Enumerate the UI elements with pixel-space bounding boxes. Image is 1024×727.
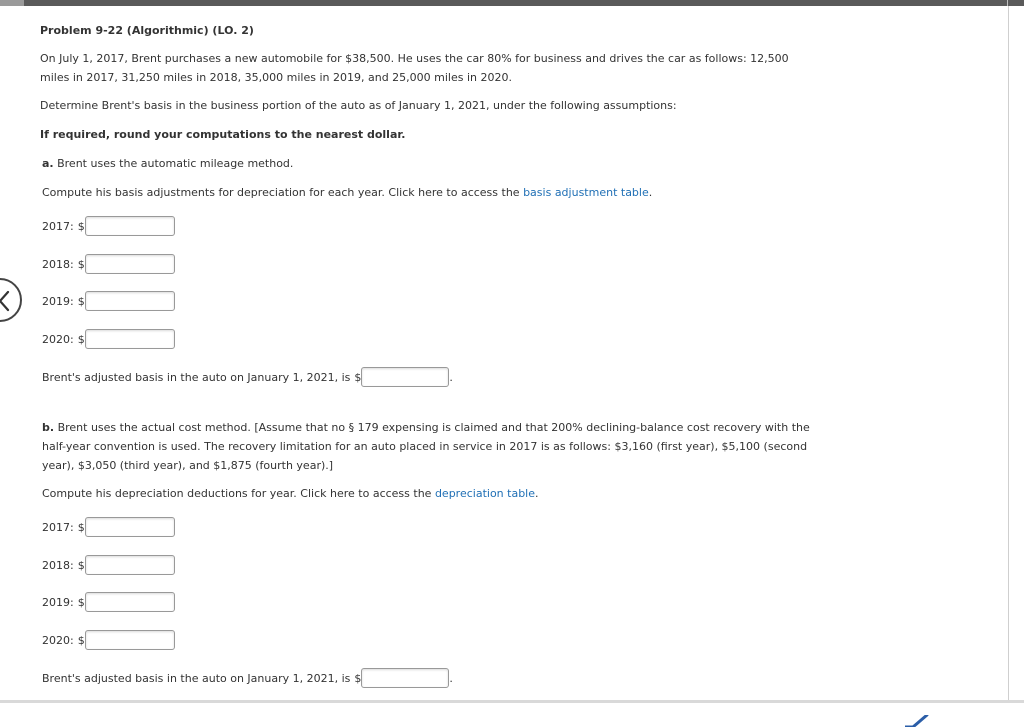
part-b-row-2018 bbox=[42, 554, 175, 576]
part-a-row-2018 bbox=[42, 253, 175, 275]
part-a-adjusted-suffix: . bbox=[449, 370, 453, 384]
content-border bbox=[1008, 6, 1009, 702]
part-a-row-2020 bbox=[42, 328, 175, 350]
part-a-instruction-text: Compute his basis adjustments for depreciation for each year. Click here to access the bbox=[42, 186, 520, 199]
part-a-link-suffix: . bbox=[648, 186, 653, 199]
problem-title: Problem 9-22 (Algorithmic) (LO. 2) bbox=[40, 24, 254, 37]
part-b-letter: b. bbox=[42, 421, 55, 434]
chevron-left-icon bbox=[0, 290, 10, 312]
part-b-description-line-1 bbox=[42, 418, 810, 437]
part-a-2018-input[interactable] bbox=[85, 254, 175, 274]
currency-symbol: $ bbox=[354, 671, 362, 685]
part-b-instruction-text: Compute his depreciation deductions for year. Click here to access the bbox=[42, 487, 432, 500]
part-a-2017-input[interactable] bbox=[85, 216, 175, 236]
part-a-row-2017 bbox=[42, 215, 175, 237]
currency-symbol: $ bbox=[77, 558, 85, 572]
basis-adjustment-table-link[interactable]: basis adjustment table bbox=[523, 186, 649, 199]
currency-symbol: $ bbox=[77, 633, 85, 647]
part-b-text-line-1: Brent uses the actual cost method. [Assume that no § 179 expensing is claimed and that 200% declining-balance cost recovery with the bbox=[57, 421, 810, 434]
part-a-2020-input[interactable] bbox=[85, 329, 175, 349]
part-b-year-label: 2017: bbox=[42, 520, 74, 534]
part-b-description-line-3: year), $3,050 (third year), and $1,875 (fourth year).] bbox=[42, 459, 334, 472]
part-a-adjusted-basis-row bbox=[42, 366, 453, 388]
currency-symbol: $ bbox=[77, 595, 85, 609]
part-b-row-2020 bbox=[42, 629, 175, 651]
problem-intro-line-1: On July 1, 2017, Brent purchases a new automobile for $38,500. He uses the car 80% for business and drives the car as follows: 12,500 bbox=[40, 52, 789, 65]
determine-text: Determine Brent's basis in the business portion of the auto as of January 1, 2021, under the following assumptions: bbox=[40, 99, 677, 112]
part-b-adjusted-basis-text: Brent's adjusted basis in the auto on January 1, 2021, is bbox=[42, 671, 351, 685]
currency-symbol: $ bbox=[77, 520, 85, 534]
part-b-instruction bbox=[42, 484, 539, 503]
currency-symbol: $ bbox=[77, 294, 85, 308]
part-a-letter: a. bbox=[42, 157, 54, 170]
part-a-adjusted-basis-input[interactable] bbox=[361, 367, 449, 387]
rounding-instruction: If required, round your computations to the nearest dollar. bbox=[40, 128, 406, 141]
part-b-description-line-2: half-year convention is used. The recovery limitation for an auto placed in service in 2017 is as follows: $3,160 (first year), $5,100 (second bbox=[42, 440, 808, 453]
problem-intro-line-2: miles in 2017, 31,250 miles in 2018, 35,000 miles in 2019, and 25,000 miles in 2020. bbox=[40, 71, 512, 84]
check-icon bbox=[905, 715, 935, 727]
part-b-2020-input[interactable] bbox=[85, 630, 175, 650]
bottom-area bbox=[0, 703, 1024, 727]
part-b-2019-input[interactable] bbox=[85, 592, 175, 612]
depreciation-table-link[interactable]: depreciation table bbox=[434, 487, 536, 500]
part-a-adjusted-basis-text: Brent's adjusted basis in the auto on January 1, 2021, is bbox=[42, 370, 351, 384]
part-b-row-2017 bbox=[42, 516, 175, 538]
part-b-2017-input[interactable] bbox=[85, 517, 175, 537]
part-b-adjusted-suffix: . bbox=[449, 671, 453, 685]
part-b-adjusted-basis-row bbox=[42, 667, 453, 689]
part-a-year-label: 2020: bbox=[42, 332, 74, 346]
part-a-year-label: 2018: bbox=[42, 257, 74, 271]
currency-symbol: $ bbox=[77, 332, 85, 346]
part-b-year-label: 2020: bbox=[42, 633, 74, 647]
part-a-year-label: 2017: bbox=[42, 219, 74, 233]
part-b-row-2019 bbox=[42, 591, 175, 613]
part-b-link-suffix: . bbox=[535, 487, 539, 500]
currency-symbol: $ bbox=[354, 370, 362, 384]
part-a-row-2019 bbox=[42, 290, 175, 312]
part-a-instruction bbox=[42, 183, 652, 202]
part-b-adjusted-basis-input[interactable] bbox=[361, 668, 449, 688]
currency-symbol: $ bbox=[77, 257, 85, 271]
currency-symbol: $ bbox=[77, 219, 85, 233]
part-a-year-label: 2019: bbox=[42, 294, 74, 308]
part-b-year-label: 2018: bbox=[42, 558, 74, 572]
part-a-text: Brent uses the automatic mileage method. bbox=[57, 157, 294, 170]
part-b-year-label: 2019: bbox=[42, 595, 74, 609]
part-a-2019-input[interactable] bbox=[85, 291, 175, 311]
part-a-description bbox=[42, 154, 293, 173]
part-b-2018-input[interactable] bbox=[85, 555, 175, 575]
